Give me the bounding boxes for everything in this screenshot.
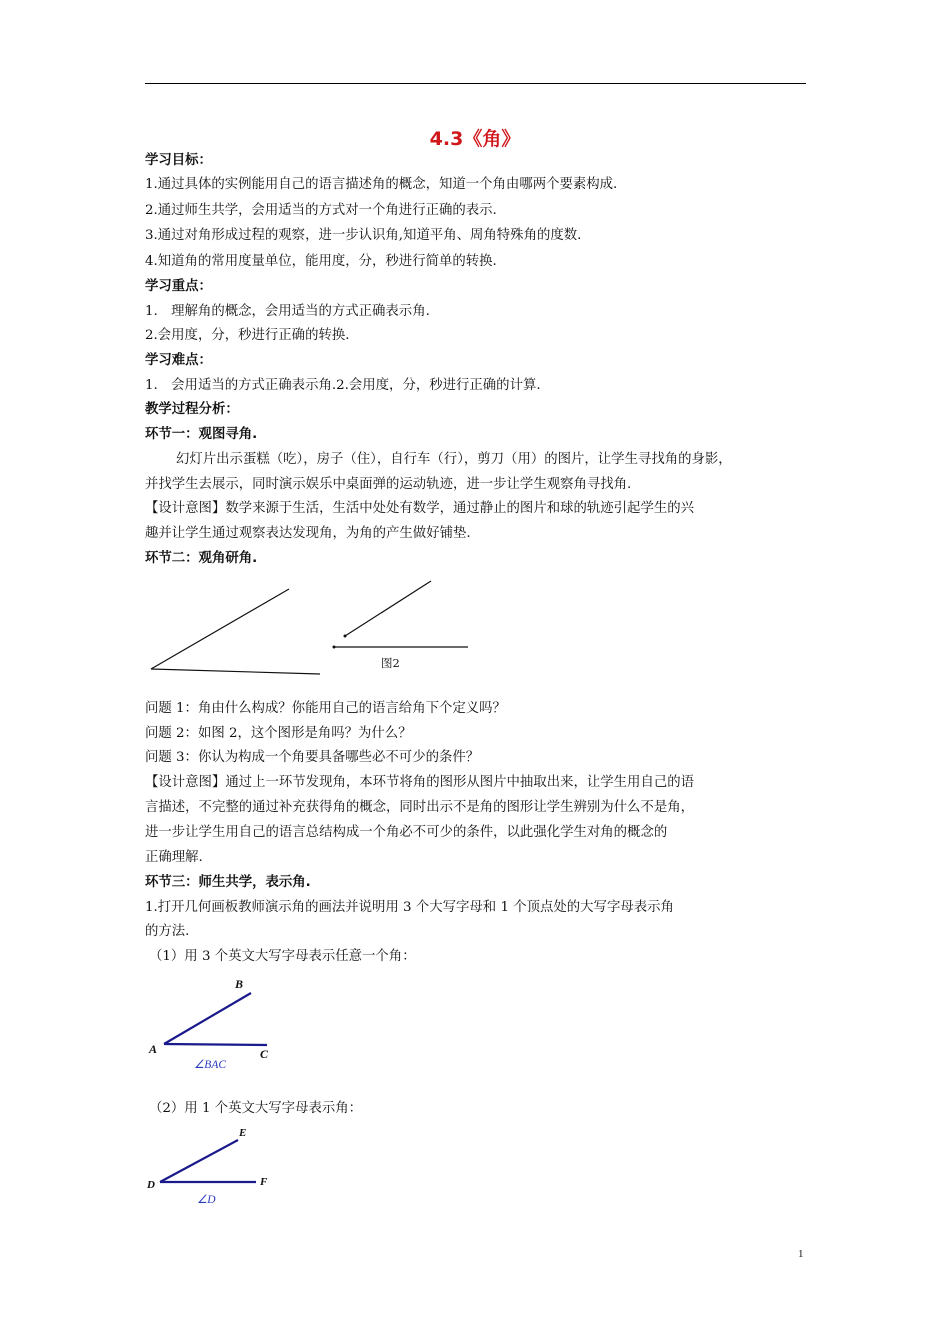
label-d: D — [147, 1179, 155, 1191]
question-3: 问题 3：你认为构成一个角要具备哪些必不可少的条件？ — [145, 750, 480, 765]
objective-item: 1.通过具体的实例能用自己的语言描述角的概念，知道一个角由哪两个要素构成. — [145, 177, 618, 192]
step3-text: 1.打开几何画板教师演示角的画法并说明用 3 个大写字母和 1 个顶点处的大写字母表示角 — [145, 900, 674, 915]
objective-item: 2.通过师生共学，会用适当的方式对一个角进行正确的表示. — [145, 203, 497, 218]
step3-heading: 环节三：师生共学，表示角. — [145, 875, 311, 890]
step2-design-intent: 【设计意图】通过上一环节发现角，本环节将角的图形从图片中抽取出来，让学生用自己的语 — [145, 775, 695, 790]
label-b: B — [235, 977, 244, 991]
difficulties-heading: 学习难点： — [145, 353, 212, 368]
difficulty-item: 1. 会用适当的方式正确表示角.2.会用度，分，秒进行正确的计算. — [145, 378, 541, 393]
step2-design-intent: 正确理解. — [145, 850, 203, 865]
figure-2-caption: 图2 — [381, 656, 400, 670]
angle-figure-1 — [151, 589, 320, 674]
page-number: 1 — [798, 1248, 804, 1260]
header-rule — [145, 83, 806, 84]
process-heading: 教学过程分析： — [145, 402, 239, 417]
step1-design-intent: 趣并让学生通过观察表达发现角，为角的产生做好铺垫. — [145, 526, 471, 541]
question-1: 问题 1：角由什么构成？你能用自己的语言给角下个定义吗？ — [145, 701, 506, 716]
step1-design-intent: 【设计意图】数学来源于生活，生活中处处有数学，通过静止的图片和球的轨迹引起学生的兴 — [145, 501, 695, 516]
step1-heading: 环节一：观图寻角. — [145, 427, 258, 442]
keypoints-heading: 学习重点： — [145, 279, 212, 294]
non-angle-figure-2 — [333, 581, 469, 649]
label-e: E — [239, 1127, 247, 1139]
step2-heading: 环节二：观角研角. — [145, 551, 258, 566]
question-2: 问题 2：如图 2，这个图形是角吗？为什么？ — [145, 726, 412, 741]
step1-text: 幻灯片出示蛋糕（吃），房子（住），自行车（行），剪刀（用）的图片，让学生寻找角的身影， — [176, 452, 732, 467]
step3-sub-2: （2）用 1 个英文大写字母表示角： — [149, 1101, 363, 1116]
step3-text: 的方法. — [145, 924, 190, 939]
keypoint-item: 2.会用度，分，秒进行正确的转换. — [145, 328, 350, 343]
objectives-heading: 学习目标： — [145, 153, 212, 168]
step3-sub-1: （1）用 3 个英文大写字母表示任意一个角： — [149, 949, 416, 964]
angle-bac-label: ∠BAC — [194, 1059, 227, 1071]
angle-bac-figure — [140, 972, 290, 1077]
keypoint-item: 1. 理解角的概念，会用适当的方式正确表示角. — [145, 304, 430, 319]
angle-d-label: ∠D — [197, 1194, 216, 1206]
step2-design-intent: 言描述，不完整的通过补充获得角的概念，同时出示不是角的图形让学生辨别为什么不是角， — [145, 800, 695, 815]
page-title: 4.3《角》 — [429, 128, 521, 150]
objective-item: 3.通过对角形成过程的观察，进一步认识角,知道平角、周角特殊角的度数. — [145, 228, 582, 243]
objective-item: 4.知道角的常用度量单位，能用度，分，秒进行简单的转换. — [145, 254, 497, 269]
label-f: F — [260, 1176, 268, 1188]
label-a: A — [149, 1042, 158, 1056]
label-c: C — [260, 1047, 269, 1061]
angle-figures — [140, 575, 490, 680]
step2-design-intent: 进一步让学生用自己的语言总结构成一个角必不可少的条件，以此强化学生对角的概念的 — [145, 825, 668, 840]
step1-text: 并找学生去展示，同时演示娱乐中桌面弹的运动轨迹，进一步让学生观察角寻找角. — [145, 477, 632, 492]
angle-d-figure — [140, 1122, 290, 1207]
